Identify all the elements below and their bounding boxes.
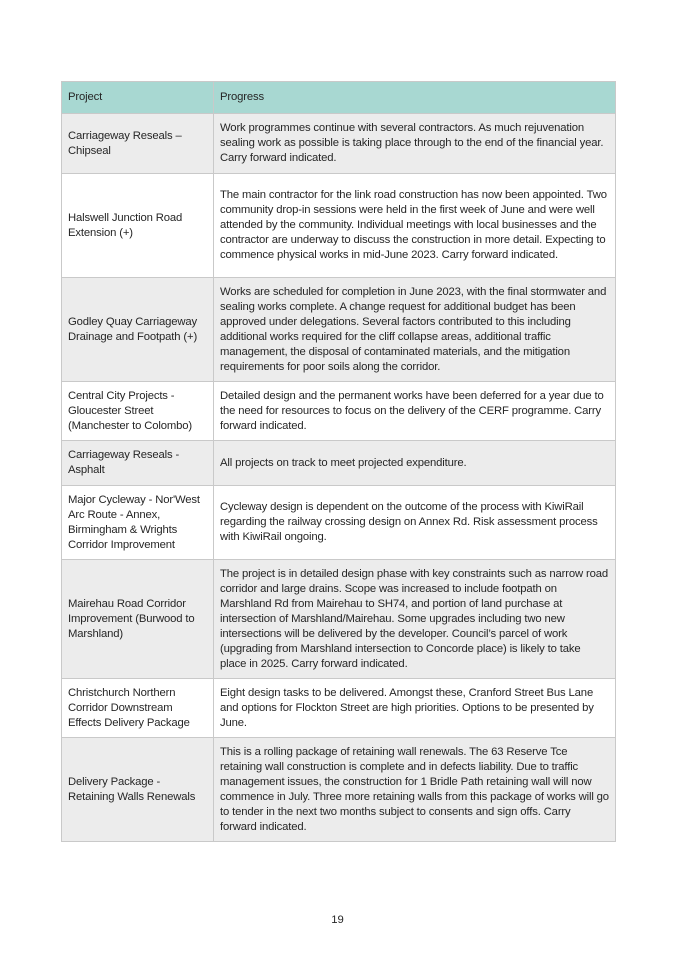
progress-cell: The project is in detailed design phase with key constraints such as narrow road corridor and large drains. Scope was increased to include footpath on Marshland Rd from Mairehau to SH74, and portion of land purchase at intersection of Marshland/Mairehau. Some upgrades including two new intersections will be delivered by the developer. Council’s parcel of work (upgrading from Marshland intersection to Concorde place) is likely to take place in 2025. Carry forward indicated. xyxy=(214,560,616,679)
progress-cell: This is a rolling package of retaining wall renewals. The 63 Reserve Tce retaining wall construction is complete and in defects liability. Due to traffic management issues, the construction for 1 Bridle Path retaining wall will now commence in July. Three more retaining walls from this package of works will go to tender in the next two months subject to consents and sign offs. Carry forward indicated. xyxy=(214,738,616,842)
column-header-progress: Progress xyxy=(214,82,616,114)
table-row xyxy=(62,382,616,441)
table-row xyxy=(62,679,616,738)
table-row xyxy=(62,174,616,278)
project-cell: Mairehau Road Corridor Improvement (Burwood to Marshland) xyxy=(62,560,214,679)
project-cell: Central City Projects - Gloucester Street (Manchester to Colombo) xyxy=(62,382,214,441)
table-row xyxy=(62,486,616,560)
progress-cell: Cycleway design is dependent on the outcome of the process with KiwiRail regarding the railway crossing design on Annex Rd. Risk assessment process with KiwiRail ongoing. xyxy=(214,486,616,560)
progress-cell: Work programmes continue with several contractors. As much rejuvenation sealing work as possible is taking place through to the end of the financial year. Carry forward indicated. xyxy=(214,114,616,174)
project-cell: Godley Quay Carriageway Drainage and Footpath (+) xyxy=(62,278,214,382)
project-cell: Major Cycleway - Nor'West Arc Route - Annex, Birmingham & Wrights Corridor Improvement xyxy=(62,486,214,560)
progress-cell: Works are scheduled for completion in June 2023, with the final stormwater and sealing works complete. A change request for additional budget has been approved under delegations. Several factors contributed to this including additional works required for the cliff collapse areas, additional traffic management, the disposal of contaminated materials, and the mitigation requirements for poor soils along the corridor. xyxy=(214,278,616,382)
table-row xyxy=(62,560,616,679)
table-header-row xyxy=(62,82,616,114)
column-header-project: Project xyxy=(62,82,214,114)
table-row xyxy=(62,278,616,382)
project-progress-table xyxy=(61,81,616,842)
progress-cell: The main contractor for the link road construction has now been appointed. Two community drop-in sessions were held in the first week of June and were well attended by the community. Individual meetings with local businesses and the contractor are underway to discuss the construction in more detail. Expecting to commence physical works in mid-June 2023. Carry forward indicated. xyxy=(214,174,616,278)
table-row xyxy=(62,738,616,842)
page-number: 19 xyxy=(331,914,344,926)
project-cell: Christchurch Northern Corridor Downstream Effects Delivery Package xyxy=(62,679,214,738)
project-cell: Delivery Package - Retaining Walls Renewals xyxy=(62,738,214,842)
progress-cell: Detailed design and the permanent works have been deferred for a year due to the need for resources to focus on the delivery of the CERF programme. Carry forward indicated. xyxy=(214,382,616,441)
table-row xyxy=(62,114,616,174)
project-cell: Halswell Junction Road Extension (+) xyxy=(62,174,214,278)
progress-cell: Eight design tasks to be delivered. Amongst these, Cranford Street Bus Lane and options for Flockton Street are high priorities. Options to be presented by June. xyxy=(214,679,616,738)
table-row xyxy=(62,441,616,486)
project-cell: Carriageway Reseals - Asphalt xyxy=(62,441,214,486)
progress-cell: All projects on track to meet projected expenditure. xyxy=(214,441,616,486)
project-cell: Carriageway Reseals – Chipseal xyxy=(62,114,214,174)
